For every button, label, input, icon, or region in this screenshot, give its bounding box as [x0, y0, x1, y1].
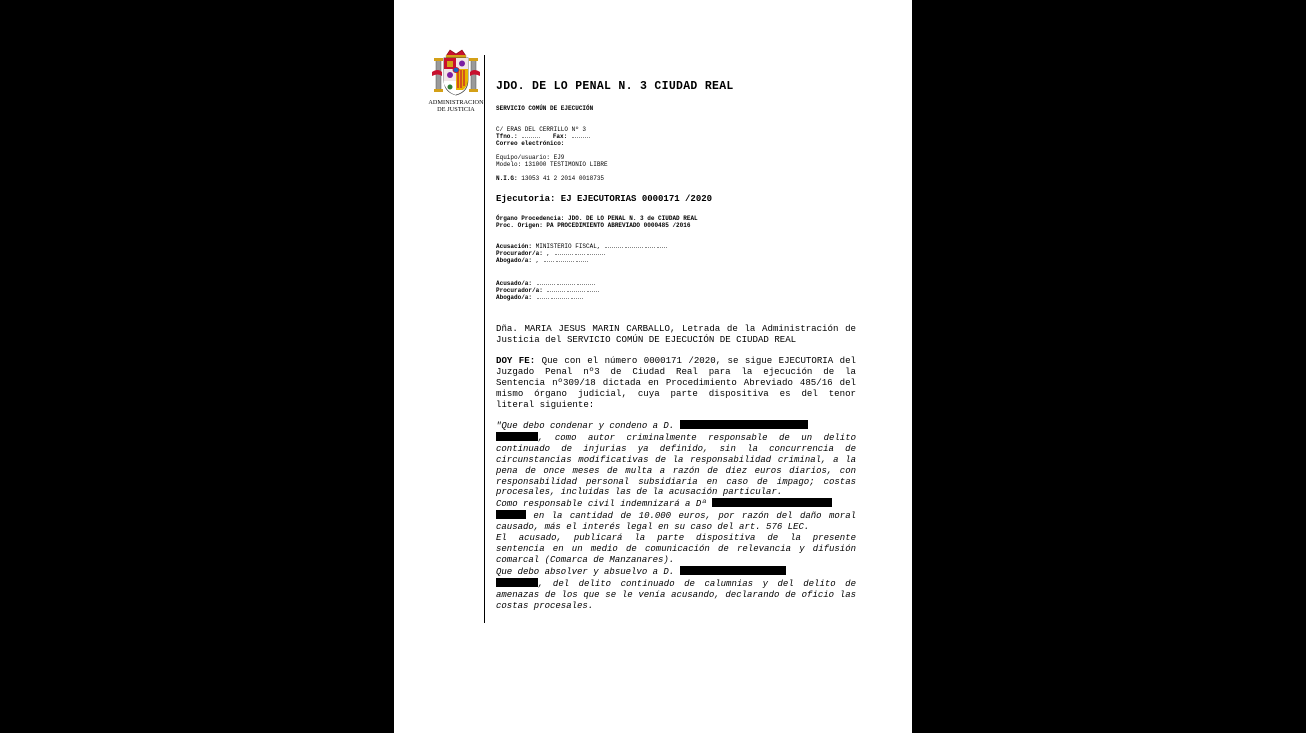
redacted-mark — [522, 133, 540, 138]
organo-line — [496, 215, 698, 222]
redacted-mark — [567, 287, 585, 292]
procurador2-label: Procurador/a: — [496, 287, 543, 294]
redacted-mark — [576, 257, 588, 262]
acusado-line — [496, 280, 596, 287]
doyfe-paragraph — [496, 355, 856, 410]
redacted-mark — [657, 243, 667, 248]
quote-p4-rest: , del delito continuado de calumnias y del delito de amenazas de los que se le venía acusando, declarando de oficio las costas procesales. — [496, 578, 856, 611]
abogado1-line — [496, 257, 589, 264]
service-name: SERVICIO COMÚN DE EJECUCIÓN — [496, 105, 594, 112]
quote-p4-start: Que debo absolver y absuelvo a D. — [496, 566, 675, 577]
redacted-mark — [625, 243, 643, 248]
abogado2-line — [496, 294, 584, 301]
redacted-block — [496, 432, 538, 441]
procurador1-value: , — [546, 250, 551, 257]
logo-text-line2: DE JUSTICIA — [437, 106, 475, 113]
redacted-mark — [571, 294, 583, 299]
redacted-mark — [645, 243, 655, 248]
redacted-mark — [551, 294, 569, 299]
phone-label: Tfno.: — [496, 133, 518, 140]
fax-label: Fax: — [552, 133, 568, 140]
acusacion-line — [496, 243, 668, 250]
redacted-mark — [537, 294, 549, 299]
acusacion-value: MINISTERIO FISCAL, — [535, 243, 601, 250]
procurador1-label: Procurador/a: — [496, 250, 543, 257]
quote-paragraph-1 — [496, 420, 856, 498]
address-line: C/ ERAS DEL CERRILLO Nº 3 — [496, 126, 587, 133]
redacted-block — [680, 420, 808, 429]
abogado1-value: , — [535, 257, 540, 264]
procurador2-line — [496, 287, 600, 294]
redacted-mark — [605, 243, 623, 248]
nig-label: N.I.G: — [496, 175, 518, 182]
doyfe-text: Que con el número 0000171 /2020, se sigue EJECUTORIA del Juzgado Penal nº3 de Ciudad Real para la ejecución de la Sentencia nº309/18 dictada en Procedimiento Abreviado 485/16 del mismo órgano judicial, cuya parte dispositiva es del tenor literal siguiente: — [496, 355, 857, 410]
redacted-mark — [555, 250, 573, 255]
quote-paragraph-3: El acusado, publicará la parte dispositiva de la presente sentencia en un medio de comunicación de relevancia y difusión comarcal (Comarca de Manzanares). — [496, 533, 856, 565]
redacted-mark — [556, 257, 574, 262]
court-name: JDO. DE LO PENAL N. 3 CIUDAD REAL — [496, 80, 734, 93]
acusacion-label: Acusación: — [496, 243, 533, 250]
organo-label: Órgano Procedencia: — [496, 215, 565, 222]
quote-paragraph-2 — [496, 498, 856, 533]
logo-text-line1: ADMINISTRACION — [428, 99, 484, 106]
quote-p1-start: "Que debo condenar y condeno a D. — [496, 421, 675, 431]
redacted-mark — [544, 257, 554, 262]
redacted-block — [496, 578, 538, 587]
nig-value: 13053 41 2 2014 0018735 — [521, 175, 605, 182]
redacted-mark — [547, 287, 565, 292]
proc-line — [496, 222, 690, 229]
redacted-block — [712, 498, 832, 507]
email-label: Correo electrónico: — [496, 140, 565, 147]
redacted-mark — [537, 280, 555, 285]
doyfe-label: DOY FE: — [496, 355, 536, 366]
coat-of-arms-logo — [426, 46, 486, 113]
coat-of-arms-icon — [430, 46, 482, 98]
proc-value: PA PROCEDIMIENTO ABREVIADO 0000485 /2016 — [546, 222, 691, 229]
redacted-mark — [572, 133, 590, 138]
sentence-quote — [496, 420, 856, 611]
redacted-mark — [577, 280, 595, 285]
modelo-line: Modelo: 131000 TESTIMONIO LIBRE — [496, 161, 608, 168]
redacted-mark — [575, 250, 585, 255]
intro-paragraph: Dña. MARIA JESUS MARIN CARBALLO, Letrada de la Administración de Justicia del SERVICIO COMÚN DE EJECUCIÓN DE CIUDAD REAL — [496, 323, 856, 345]
acusado-label: Acusado/a: — [496, 280, 533, 287]
procurador1-line — [496, 250, 606, 257]
margin-rule — [484, 55, 485, 623]
quote-p2-rest: en la cantidad de 10.000 euros, por razón del daño moral causado, más el interés legal en su caso del art. 576 LEC. — [496, 511, 856, 533]
quote-p2-start: Como responsable civil indemnizará a Dª — [496, 499, 707, 510]
abogado2-label: Abogado/a: — [496, 294, 533, 301]
quote-paragraph-4 — [496, 566, 856, 612]
quote-p1-rest: , como autor criminalmente responsable de un delito continuado de injurias ya definido, sin la concurrencia de circunstancias modificativas de la responsabilidad criminal, a la pena de once meses de multa a razón de diez euros diarios, con responsabilidad personal subsidiaria en caso de impago; costas procesales, incluidas las de la acusación particular. — [496, 432, 856, 498]
phone-fax-line — [496, 133, 591, 140]
redacted-block — [680, 566, 786, 575]
redacted-mark — [557, 280, 575, 285]
ejecutoria-title: Ejecutoria: EJ EJECUTORIAS 0000171 /2020 — [496, 194, 713, 204]
organo-value: JDO. DE LO PENAL N. 3 de CIUDAD REAL — [568, 215, 698, 222]
document-page — [394, 0, 912, 733]
redacted-block — [496, 510, 526, 519]
redacted-mark — [587, 287, 599, 292]
redacted-mark — [587, 250, 605, 255]
equipo-line: Equipo/usuario: EJ9 — [496, 154, 565, 161]
nig-line — [496, 175, 604, 182]
abogado1-label: Abogado/a: — [496, 257, 533, 264]
proc-label: Proc. Origen: — [496, 222, 543, 229]
